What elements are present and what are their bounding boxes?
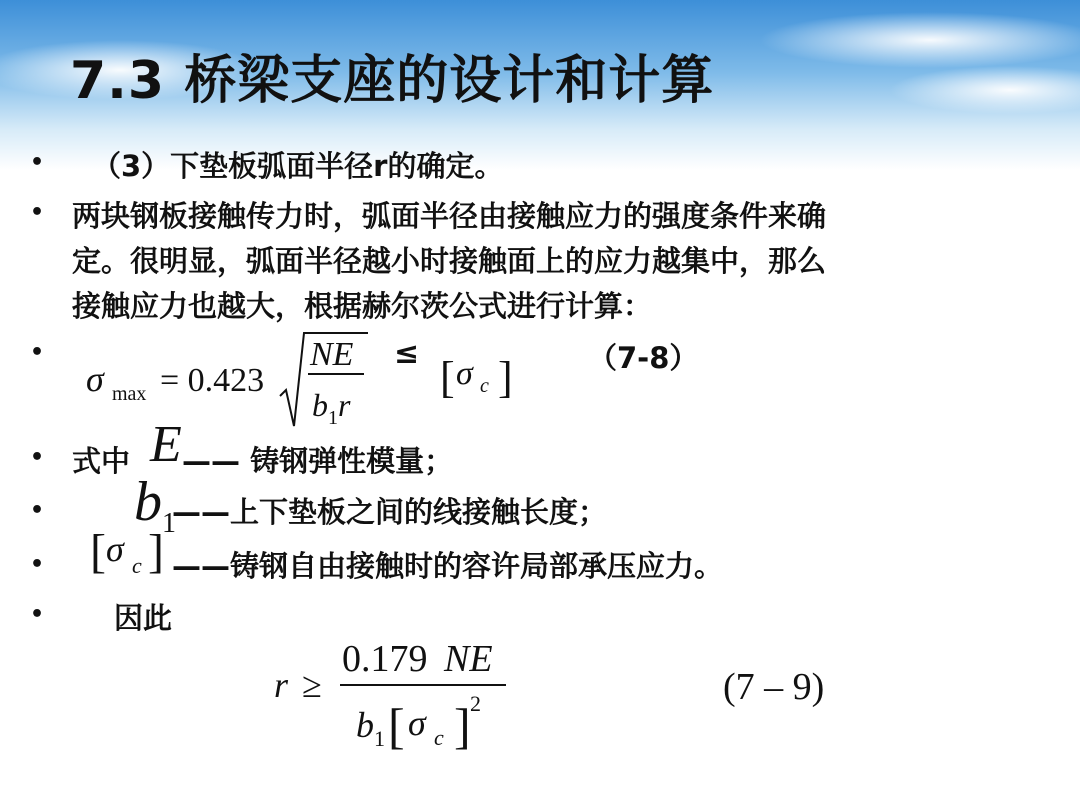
symbol-E: E	[150, 416, 182, 473]
variable-r: r	[274, 665, 289, 705]
sigma-symbol: σ	[456, 355, 473, 392]
bullet-dot: •	[30, 340, 45, 365]
right-bracket: ]	[454, 698, 471, 754]
left-bracket: [	[388, 698, 405, 754]
sigma-symbol: σ	[106, 529, 124, 569]
bullet-dot: •	[30, 200, 45, 225]
left-bracket: [	[440, 353, 455, 402]
subscript-c: c	[480, 375, 489, 397]
bullet-text-definition: ——上下垫板之间的线接触长度；	[172, 495, 608, 529]
bullet-text-definition: ——铸钢自由接触时的容许局部承压应力。	[172, 549, 724, 583]
bullet-text-therefore: 因此	[114, 601, 173, 635]
formula-7-8	[80, 318, 540, 433]
numerator-variables: NE	[444, 638, 493, 680]
formula-7-9	[268, 625, 868, 765]
denominator-r: r	[338, 387, 351, 423]
equation-label-7-9: (7 – 9)	[723, 666, 825, 708]
left-bracket: [	[90, 525, 106, 578]
coefficient: = 0.423	[160, 362, 265, 399]
bullet-dot: •	[30, 150, 45, 175]
right-bracket: ]	[148, 525, 164, 578]
bullet-dot: •	[30, 445, 45, 470]
equation-label-7-8: （7-8）	[588, 341, 699, 375]
denominator-b: b	[356, 705, 374, 745]
page-title: 7.3 桥梁支座的设计和计算	[70, 51, 715, 111]
denominator-subscript: 1	[328, 407, 338, 429]
bullet-text-line: 两块钢板接触传力时，弧面半径由接触应力的强度条件来确	[72, 199, 827, 233]
denominator-b: b	[312, 387, 328, 423]
exponent-2: 2	[470, 691, 481, 716]
bullet-dot: •	[30, 498, 45, 523]
symbol-b: b	[134, 471, 162, 533]
bullet-text-line: 接触应力也越大，根据赫尔茨公式进行计算：	[72, 289, 653, 323]
sigma-symbol: σ	[408, 703, 426, 743]
leq-sign: ≤	[394, 336, 420, 371]
subscript-c: c	[434, 725, 444, 750]
numerator: NE	[310, 336, 354, 373]
subscript-c: c	[132, 553, 142, 578]
bullet-dot: •	[30, 602, 45, 627]
sigma-symbol: σ	[86, 359, 104, 399]
bullet-text-definition: —— 铸钢弹性模量；	[182, 444, 454, 478]
symbol-b-subscript: 1	[162, 508, 176, 539]
right-bracket: ]	[498, 353, 513, 402]
bullet-dot: •	[30, 552, 45, 577]
bullet-text-section-heading: （3）下垫板弧面半径r的确定。	[92, 149, 504, 183]
numerator-coefficient: 0.179	[342, 638, 428, 680]
denominator-subscript: 1	[374, 726, 385, 751]
subscript-max: max	[112, 383, 147, 405]
bullet-text-prefix: 式中	[72, 444, 131, 478]
geq-sign: ≥	[302, 665, 322, 705]
bullet-text-line: 定。很明显，弧面半径越小时接触面上的应力越集中，那么	[72, 244, 827, 278]
